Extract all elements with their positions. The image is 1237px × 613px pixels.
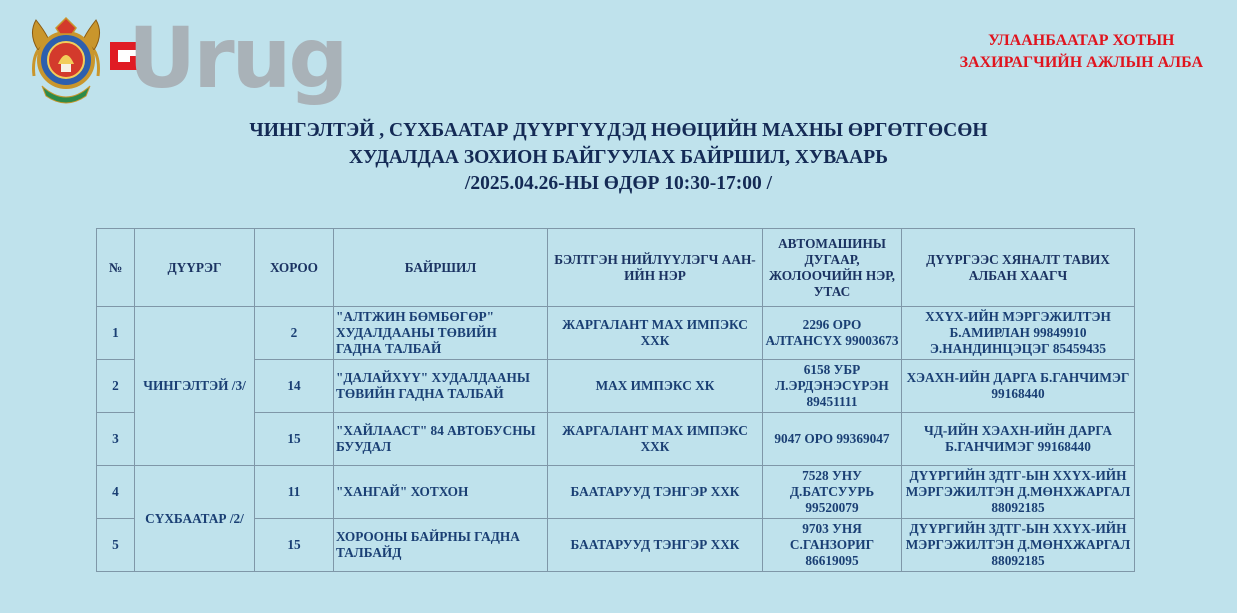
cell-vehicle: 9703 УНЯ С.ГАНЗОРИГ 86619095 [763, 519, 902, 572]
table-row [97, 466, 1135, 519]
cell-khoroo: 14 [255, 360, 334, 413]
header-khoroo: ХОРОО [255, 229, 334, 307]
cell-vehicle: 9047 ОРО 99369047 [763, 413, 902, 466]
cell-location: "ДАЛАЙХҮҮ" ХУДАЛДААНЫ ТӨВИЙН ГАДНА ТАЛБАЙ [334, 360, 548, 413]
cell-supplier: БААТАРУУД ТЭНГЭР ХХК [548, 519, 763, 572]
cell-no: 1 [97, 307, 135, 360]
cell-vehicle: 6158 УБР Л.ЭРДЭНЭСҮРЭН 89451111 [763, 360, 902, 413]
cell-official: ХЭАХН-ИЙН ДАРГА Б.ГАНЧИМЭГ 99168440 [902, 360, 1135, 413]
office-name [960, 30, 1203, 74]
cell-location: ХОРООНЫ БАЙРНЫ ГАДНА ТАЛБАЙД [334, 519, 548, 572]
cell-no: 5 [97, 519, 135, 572]
header-location: БАЙРШИЛ [334, 229, 548, 307]
table-row [97, 307, 1135, 360]
cell-vehicle: 7528 УНУ Д.БАТСУУРЬ 99520079 [763, 466, 902, 519]
cell-khoroo: 2 [255, 307, 334, 360]
header-no: № [97, 229, 135, 307]
office-name-line1: УЛААНБААТАР ХОТЫН [988, 32, 1175, 49]
cell-district-chingeltei: ЧИНГЭЛТЭЙ /3/ [135, 307, 255, 466]
header-district: ДҮҮРЭГ [135, 229, 255, 307]
title-line3: /2025.04.26-НЫ ӨДӨР 10:30-17:00 / [464, 173, 773, 194]
cell-supplier: ЖАРГАЛАНТ МАХ ИМПЭКС ХХК [548, 307, 763, 360]
schedule-table [96, 228, 1135, 572]
cell-khoroo: 15 [255, 519, 334, 572]
urug-logo [104, 9, 346, 126]
page-title [0, 118, 1237, 198]
cell-no: 2 [97, 360, 135, 413]
cell-khoroo: 15 [255, 413, 334, 466]
header-supplier: БЭЛТГЭН НИЙЛҮҮЛЭГЧ ААН-ИЙН НЭР [548, 229, 763, 307]
cell-official: ДҮҮРГИЙН ЗДТГ-ЫН ХХҮХ-ИЙН МЭРГЭЖИЛТЭН Д.МӨНХЖАРГАЛ 88092185 [902, 466, 1135, 519]
title-line2: ХУДАЛДАА ЗОХИОН БАЙГУУЛАХ БАЙРШИЛ, ХУВААРЬ [348, 146, 888, 168]
cell-supplier: ЖАРГАЛАНТ МАХ ИМПЭКС ХХК [548, 413, 763, 466]
cell-district-sukhbaatar: СҮХБААТАР /2/ [135, 466, 255, 572]
cell-official: ДҮҮРГИЙН ЗДТГ-ЫН ХХҮХ-ИЙН МЭРГЭЖИЛТЭН Д.МӨНХЖАРГАЛ 88092185 [902, 519, 1135, 572]
title-line1: ЧИНГЭЛТЭЙ , СҮХБААТАР ДҮҮРГҮҮДЭД НӨӨЦИЙН МАХНЫ ӨРГӨТГӨСӨН [249, 120, 988, 141]
cell-supplier: МАХ ИМПЭКС ХК [548, 360, 763, 413]
cell-official: ХХҮХ-ИЙН МЭРГЭЖИЛТЭН Б.АМИРЛАН 99849910 Э.НАНДИНЦЭЦЭГ 85459435 [902, 307, 1135, 360]
cell-no: 3 [97, 413, 135, 466]
cell-location: "АЛТЖИН БӨМБӨГӨР" ХУДАЛДААНЫ ТӨВИЙН ГАДНА ТАЛБАЙ [334, 307, 548, 360]
cell-location: "ХАНГАЙ" ХОТХОН [334, 466, 548, 519]
cell-no: 4 [97, 466, 135, 519]
urug-logo-text: Urug [128, 9, 346, 107]
office-name-line2: ЗАХИРАГЧИЙН АЖЛЫН АЛБА [959, 54, 1203, 71]
cell-location: "ХАЙЛААСТ" 84 АВТОБУСНЫ БУУДАЛ [334, 413, 548, 466]
state-emblem-icon [28, 16, 104, 106]
table-header-row [97, 229, 1135, 307]
cell-supplier: БААТАРУУД ТЭНГЭР ХХК [548, 466, 763, 519]
cell-official: ЧД-ИЙН ХЭАХН-ИЙН ДАРГА Б.ГАНЧИМЭГ 99168440 [902, 413, 1135, 466]
cell-khoroo: 11 [255, 466, 334, 519]
header-official: ДҮҮРГЭЭС ХЯНАЛТ ТАВИХ АЛБАН ХААГЧ [902, 229, 1135, 307]
cell-vehicle: 2296 ОРО АЛТАНСҮХ 99003673 [763, 307, 902, 360]
header-vehicle: АВТОМАШИНЫ ДУГААР, ЖОЛООЧИЙН НЭР, УТАС [763, 229, 902, 307]
